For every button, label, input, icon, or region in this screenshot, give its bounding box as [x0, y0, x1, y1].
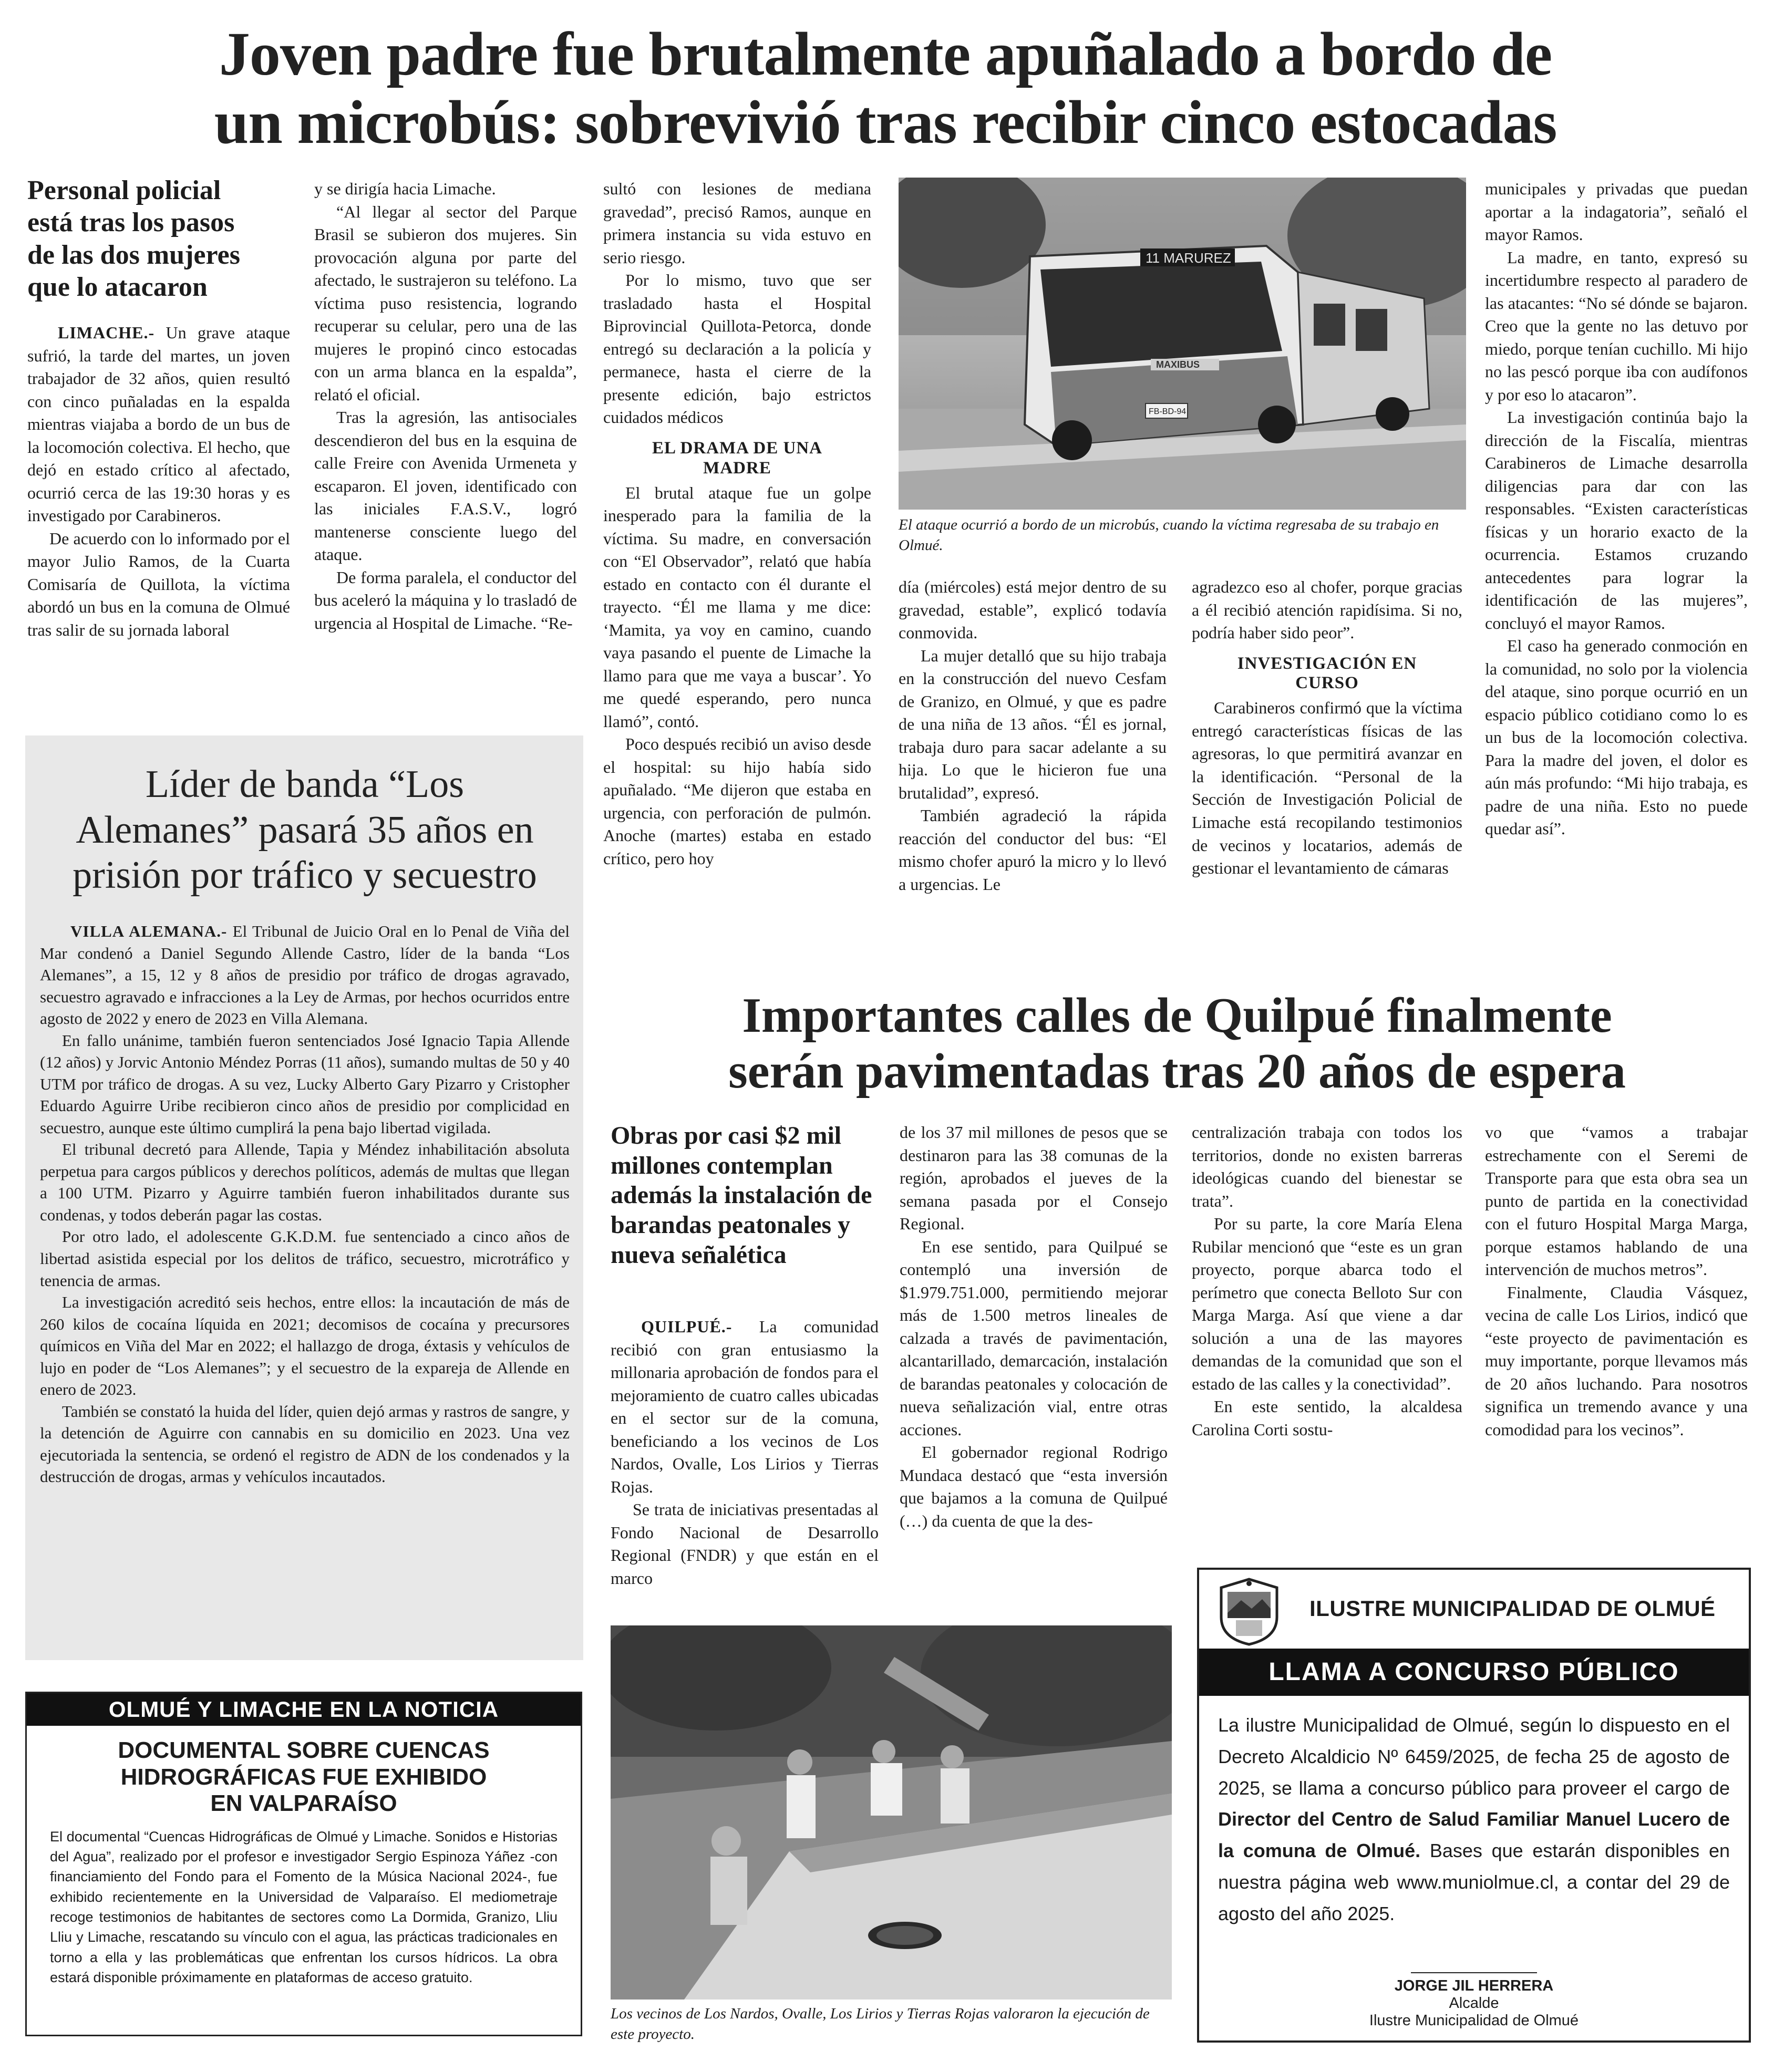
story3-col3-p2: Por su parte, la core María Elena Rubilar mencionó que “este es un gran proyecto, porque abarca todo el perímetro que conecta Belloto Sur con Marga Marga. Así que viene a dar solución a una de las mayores demandas de la comunidad que son el estado de las calles y la conectividad”. — [1192, 1214, 1462, 1393]
story1-headline — [63, 20, 1708, 157]
story2-headline-line2: Alemanes” pasará 35 años en — [76, 808, 534, 852]
story1-col1-p2: De acuerdo con lo informado por el mayor Julio Ramos, de la Cuarta Comisaría de Quillota, la víctima abordó un bus en la comuna de Olmué tras salir de su jornada laboral — [27, 529, 290, 639]
news-box-title-line3: EN VALPARAÍSO — [210, 1790, 397, 1817]
story1-col2 — [314, 178, 577, 635]
story1-col4 — [899, 576, 1167, 896]
story1-col4-p3: También agradeció la rápida reacción del conductor del bus: “El mismo chofer apuró la micro y lo llevó a urgencias. Le — [899, 806, 1167, 894]
ad-org-name: ILUSTRE MUNICIPALIDAD DE OLMUÉ — [1309, 1596, 1716, 1621]
story1-subhead-investigacion: INVESTIGACIÓN EN CURSO — [1237, 654, 1417, 693]
ad-text-part1: La ilustre Municipalidad de Olmué, según lo dispuesto en el Decreto Alcaldicio Nº 6459/2025, de fecha 25 de agosto de 2025, se llama a concurso público para proveer el cargo de — [1218, 1714, 1730, 1799]
story3-deck: Obras por casi $2 mil millones contemplan además la instalación de barandas peatonales y nueva señalética — [611, 1122, 872, 1269]
story1-col2-p4: De forma paralela, el conductor del bus aceleró la máquina y lo trasladó de urgencia al Hospital de Limache. “Re- — [314, 567, 577, 633]
municipal-crest-icon — [1215, 1576, 1283, 1646]
story3-dateline: QUILPUÉ.- — [641, 1317, 733, 1336]
story1-col4-p2: La mujer detalló que su hijo trabaja en la construcción del nuevo Cesfam de Granizo, en Olmué, y que es padre de una niña de 13 años. “Él es jornal, trabaja duro para sacar adelante a su hija. Lo que le hicieron fue una brutalidad”, expresó. — [899, 646, 1167, 802]
story3-col2 — [900, 1121, 1168, 1532]
story1-col2-p2: “Al llegar al sector del Parque Brasil se subieron dos mujeres. Sin provocación alguna por parte del afectado, le sustrajeron su teléfono. La víctima puso resistencia, logrando recuperar su celular, pero una de las mujeres le propinó cinco estocadas con un arma blanca en la espalda”, relató el oficial. — [314, 202, 577, 404]
story3-col1-p1: La comunidad recibió con gran entusiasmo la millonaria aprobación de fondos para el mejoramiento de cuatro calles ubicadas en el sector sur de la comuna, beneficiando a los vecinos de Los Nardos, Ovalle, Los Lirios y Tierras Rojas. — [611, 1317, 879, 1496]
story3-col4-p1: vo que “vamos a trabajar estrechamente con el Seremi de Transporte para que esta obra sea un punto de partida en la conectividad con el futuro Hospital Marga Marga, porque estamos hablando de una intervención de muchos metros”. — [1485, 1123, 1748, 1279]
story1-col2-p3: Tras la agresión, las antisociales descendieron del bus en la esquina de calle Freire con Avenida Urmeneta y escaparon. El joven, identificado con las iniciales F.A.S.V., logró mantenerse consciente luego del ataque. — [314, 408, 577, 564]
story1-col6-p3: La investigación continúa bajo la dirección de la Fiscalía, mientras Carabineros de Limache desarrolla diligencias para dar con las responsables. “Existen características físicas y un horario exacto de la ocurrencia. Estamos cruzando antecedentes para lograr la identificación de las mujeres”, concluyó el mayor Ramos. — [1485, 408, 1748, 633]
ad-text-bold: Director del Centro de Salud Familiar Manuel Lucero de la comuna de Olmué. — [1218, 1808, 1730, 1861]
paving-illustration — [611, 1625, 1172, 2000]
news-box-body: El documental “Cuencas Hidrográficas de Olmué y Limache. Sonidos e Historias del Agua”, realizado por el profesor e investigador Sergio Espinoza Yáñez -con financiamiento del Fondo para el Fomento de la Música Nacional 2024-, fue exhibido recientemente en la Universidad de Valparaíso. El mediometraje recoge testimonios de habitantes de sectores como La Dormida, Granizo, Lliu Lliu y Limache, rescatando su vínculo con el agua, las prácticas tradicionales en torno a ella y las problemáticas que enfrentan los cursos hídricos. La obra estará disponible próximamente en plataformas de acceso gratuito. — [50, 1828, 558, 1986]
story2-headline-line1: Líder de banda “Los — [145, 763, 465, 806]
ad-role: Alcalde — [1449, 1995, 1499, 2012]
story1-dateline: LIMACHE.- — [58, 323, 155, 342]
municipal-ad — [1197, 1568, 1751, 2043]
story3-col4 — [1485, 1121, 1748, 1441]
story1-col1-p1: Un grave ataque sufrió, la tarde del martes, un joven trabajador de 32 años, quien resultó con cinco puñaladas en la espalda mientras viajaba a bordo de un bus de la locomoción colectiva. El hecho, que dejó en estado crítico al afectado, ocurrió cerca de las 19:30 horas y es investigado por Carabineros. — [27, 323, 290, 525]
ad-banner: LLAMA A CONCURSO PÚBLICO — [1199, 1649, 1749, 1696]
story1-col3-p2: Por lo mismo, tuvo que ser trasladado hasta el Hospital Biprovincial Quillota-Petorca, donde entregó su declaración a la policía y permanece, hasta el cierre de la presente edición, bajo estrictos cuidados médicos — [603, 271, 871, 427]
story2-p4: Por otro lado, el adolescente G.K.D.M. fue sentenciado a cinco años de libertad asistida especial por los delitos de tráfico, secuestro, microtráfico y tenencia de armas. — [40, 1227, 570, 1290]
bus-illustration — [899, 178, 1466, 510]
story1-col4-p1: día (miércoles) está mejor dentro de su gravedad, estable”, explicó todavía conmovida. — [899, 577, 1167, 643]
story3-headline — [604, 988, 1750, 1099]
story1-col5-p2: Carabineros confirmó que la víctima entregó características físicas de las agresoras, lo que permitirá avanzar en la identificación. “Personal de la Sección de Investigación Policial de Limache está recopilando testimonios de vecinos y locatarios, además de gestionar el levantamiento de cámaras — [1192, 698, 1462, 878]
news-box-title-line2: HIDROGRÁFICAS FUE EXHIBIDO — [120, 1764, 487, 1790]
story3-headline-line1: Importantes calles de Quilpué finalmente — [742, 988, 1612, 1043]
bus-brand: MAXIBUS — [1156, 359, 1200, 370]
ad-text — [1199, 1696, 1749, 1929]
story1-col2-p1: y se dirigía hacia Limache. — [314, 179, 496, 198]
story3-col3 — [1192, 1121, 1462, 1441]
ad-institution: Ilustre Municipalidad de Olmué — [1369, 2012, 1579, 2029]
story2-p3: El tribunal decretó para Allende, Tapia y Méndez inhabilitación absoluta perpetua para cargos públicos y derechos políticos, además de multas que llegan a 100 UTM. Pizarro y Aguirre también fueron inhabilitados durante sus condenas, y todos deberán pagar las costas. — [40, 1140, 570, 1224]
story3-headline-line2: serán pavimentadas tras 20 años de espera — [728, 1044, 1626, 1099]
story3-col2-p3: El gobernador regional Rodrigo Mundaca destacó que “esta inversión que bajamos a la comuna de Quilpué (…) da cuenta de que la des- — [900, 1443, 1168, 1530]
story1-col3-p1: sultó con lesiones de mediana gravedad”, precisó Ramos, aunque en primera instancia su vida estuvo en serio riesgo. — [603, 179, 871, 267]
news-box — [25, 1692, 582, 2036]
story1-col3 — [603, 178, 871, 870]
story1-subhead-drama: EL DRAMA DE UNA MADRE — [652, 438, 822, 478]
ad-header — [1199, 1570, 1749, 1649]
story3-col1-p2: Se trata de iniciativas presentadas al Fondo Nacional de Desarrollo Regional (FNDR) y que están en el marco — [611, 1500, 879, 1588]
ad-signer: JORGE JIL HERRERA — [1394, 1977, 1554, 1994]
story1-headline-line2: un microbús: sobrevivió tras recibir cinco estocadas — [214, 87, 1557, 157]
news-box-title-line1: DOCUMENTAL SOBRE CUENCAS — [118, 1737, 490, 1763]
ad-signature — [1199, 1972, 1749, 2029]
story2-headline-line3: prisión por tráfico y secuestro — [73, 854, 537, 897]
story3-col1 — [611, 1315, 879, 1590]
story1-col6-p2: La madre, en tanto, expresó su incertidumbre respecto al paradero de las atacantes: “No sé dónde se bajaron. Creo que la gente no las detuvo por miedo, porque tenían cuchillo. Mi hijo no las pescó porque iba con audífonos y por eso lo atacaron”. — [1485, 247, 1748, 404]
story1-col6-p1: municipales y privadas que puedan aportar a la indagatoria”, señaló el mayor Ramos. — [1485, 179, 1748, 244]
bus-photo — [899, 178, 1466, 510]
story1-headline-line1: Joven padre fue brutalmente apuñalado a bordo de — [219, 19, 1552, 88]
story2-dateline: VILLA ALEMANA.- — [70, 922, 228, 940]
story3-col2-p2: En ese sentido, para Quilpué se contempló una inversión de $1.979.751.000, permitiendo mejorar más de 1.500 metros lineales de calzada a través de pavimentación, alcantarillado, demarcación, instalación de barandas peatonales y colocación de nueva señalización vial, entre otras acciones. — [900, 1237, 1168, 1439]
bus-route-sign: 11 MARUREZ — [1146, 250, 1231, 266]
story1-col1 — [27, 322, 290, 641]
news-box-title — [27, 1737, 581, 1817]
news-box-label: OLMUÉ Y LIMACHE EN LA NOTICIA — [27, 1693, 581, 1726]
story2-p1: El Tribunal de Juicio Oral en lo Penal de Viña del Mar condenó a Daniel Segundo Allende Castro, líder de la banda “Los Alemanes”, a 15, 12 y 8 años de presidio por tráfico de drogas agravado, secuestro agravado e infracciones a la Ley de Armas, por hechos ocurridos entre agosto de 2022 y enero de 2023 en Villa Alemana. — [40, 922, 570, 1028]
paving-photo — [611, 1625, 1172, 2000]
story1-col3-p3: El brutal ataque fue un golpe inesperado para la familia de la víctima. Su madre, en conversación con “El Observador”, relató que había estado en contacto con él durante el trayecto. “Él me llama y me dice: ‘Mamita, ya voy en camino, cuando vaya pasando el puente de Limache la llamo para que me vaya a buscar’. Yo me quedé esperando, pero nunca llamó”, contó. — [603, 483, 871, 731]
story1-col6-p4: El caso ha generado conmoción en la comunidad, no solo por la violencia del ataque, sino porque ocurrió en un espacio público cotidiano como lo es un bus de la locomoción colectiva. Para la madre del joven, el dolor es aún más profundo: “Mi hijo trabaja, es padre de una niña. Esto no puede quedar así”. — [1485, 636, 1748, 838]
story2-p2: En fallo unánime, también fueron sentenciados José Ignacio Tapia Allende (12 años) y Jorvic Antonio Méndez Porras (11 años), sumando multas de 50 y 40 UTM por tráfico de drogas. A su vez, Lucky Alberto Gary Pizarro y Cristopher Eduardo Aguirre Uribe recibieron cinco años de presidio por complicidad en secuestro, aunque este último cumplirá la pena bajo libertad vigilada. — [40, 1031, 570, 1137]
paving-photo-caption: Los vecinos de Los Nardos, Ovalle, Los Lirios y Tierras Rojas valoraron la ejecución de este proyecto. — [611, 2005, 1150, 2043]
story1-col5 — [1192, 576, 1462, 880]
signature-line — [1411, 1972, 1537, 1973]
story1-col6 — [1485, 178, 1748, 841]
story2-body — [40, 920, 570, 1488]
story1-deck: Personal policial está tras los pasos de las dos mujeres que lo atacaron — [27, 175, 240, 303]
story1-col3-p4: Poco después recibió un aviso desde el hospital: su hijo había sido apuñalado. “Me dijeron que estaba en urgencia, con perforación de pulmón. Anoche (martes) estaba en estado crítico, pero hoy — [603, 734, 871, 868]
bus-plate: FB-BD-94 — [1149, 407, 1187, 416]
story1-col5-p1: agradezco eso al chofer, porque gracias a él recibió atención rapidísima. Si no, podría haber sido peor”. — [1192, 577, 1462, 643]
bus-photo-caption: El ataque ocurrió a bordo de un microbús, cuando la víctima regresaba de su trabajo en Olmué. — [899, 516, 1439, 554]
story3-col2-p1: de los 37 mil millones de pesos que se destinaron para las 38 comunas de la región, aprobados el jueves de la semana pasada por el Consejo Regional. — [900, 1123, 1168, 1234]
ad-text-part2: Bases que estarán disponibles en nuestra página web www.muniolmue.cl, a contar del 29 de agosto del año 2025. — [1218, 1840, 1730, 1924]
story3-col3-p3: En este sentido, la alcaldesa Carolina Corti sostu- — [1192, 1397, 1462, 1439]
story3-col3-p1: centralización trabaja con todos los territorios, donde no existen barreras ideológicas cuando del bienestar se trata”. — [1192, 1123, 1462, 1210]
story2-p6: También se constató la huida del líder, quien dejó armas y rastros de sangre, y la detención de Aguirre con cannabis en su domicilio en 2023. Una vez ejecutoriada la sentencia, se ordenó el registro de ADN de los condenados y la destrucción de drogas, armas y vehículos incautados. — [40, 1402, 570, 1486]
story2-p5: La investigación acreditó seis hechos, entre ellos: la incautación de más de 260 kilos de cocaína líquida en 2021; decomisos de cocaína y precursores químicos en Viña del Mar en 2022; el hallazgo de droga, éxtasis y vehículos de lujo en poder de “Los Alemanes”; y el secuestro de la expareja de Allende en enero de 2023. — [40, 1293, 570, 1399]
story2-headline — [32, 762, 578, 898]
story3-col4-p2: Finalmente, Claudia Vásquez, vecina de calle Los Lirios, indicó que “este proyecto de pavimentación es muy importante, porque llevamos más de 20 años luchando. Para nosotros significa un tremendo avance y una comodidad para los vecinos”. — [1485, 1282, 1748, 1439]
